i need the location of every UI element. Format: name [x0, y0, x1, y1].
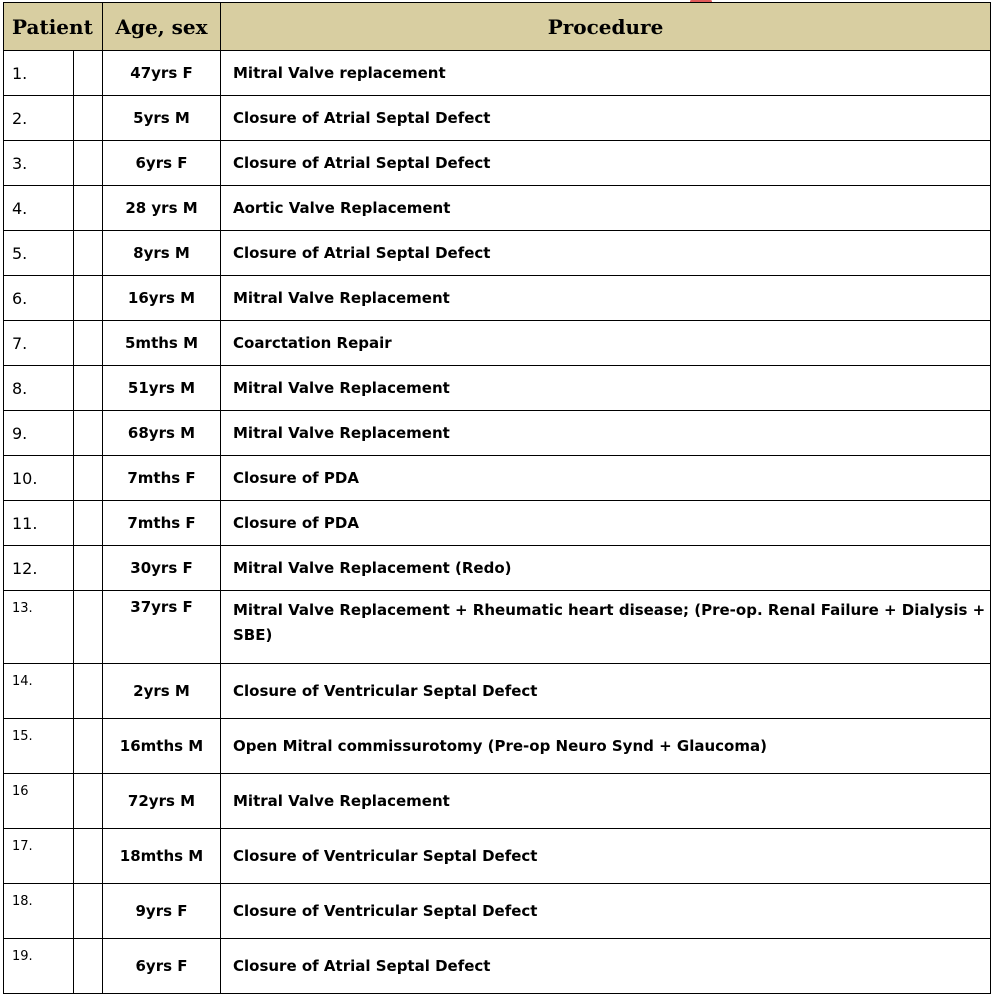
age-sex-cell: 28 yrs M	[103, 186, 221, 231]
table-row	[4, 141, 991, 186]
procedure-cell: Closure of Ventricular Septal Defect	[221, 829, 991, 884]
patient-blank-cell	[74, 501, 103, 546]
patient-number-cell: 10.	[4, 456, 74, 501]
patient-number-cell: 13.	[4, 591, 74, 664]
table-row	[4, 664, 991, 719]
age-sex-cell: 18mths M	[103, 829, 221, 884]
header-patient: Patient	[4, 3, 103, 51]
patient-blank-cell	[74, 276, 103, 321]
patient-blank-cell	[74, 186, 103, 231]
patient-blank-cell	[74, 774, 103, 829]
patient-number-cell: 5.	[4, 231, 74, 276]
table-row	[4, 829, 991, 884]
patient-blank-cell	[74, 456, 103, 501]
age-sex-cell: 7mths F	[103, 501, 221, 546]
patient-blank-cell	[74, 411, 103, 456]
table-row	[4, 231, 991, 276]
procedure-cell: Closure of Atrial Septal Defect	[221, 141, 991, 186]
patient-number-cell: 4.	[4, 186, 74, 231]
procedure-cell: Mitral Valve Replacement	[221, 366, 991, 411]
patient-blank-cell	[74, 51, 103, 96]
procedure-cell: Aortic Valve Replacement	[221, 186, 991, 231]
patient-number-cell: 19.	[4, 939, 74, 994]
patient-blank-cell	[74, 719, 103, 774]
patient-number-cell: 15.	[4, 719, 74, 774]
table-body	[4, 51, 991, 994]
patient-blank-cell	[74, 884, 103, 939]
patient-blank-cell	[74, 829, 103, 884]
age-sex-cell: 68yrs M	[103, 411, 221, 456]
patient-number-cell: 7.	[4, 321, 74, 366]
age-sex-cell: 16mths M	[103, 719, 221, 774]
procedure-cell: Closure of Atrial Septal Defect	[221, 96, 991, 141]
table-row	[4, 501, 991, 546]
age-sex-cell: 2yrs M	[103, 664, 221, 719]
age-sex-cell: 8yrs M	[103, 231, 221, 276]
age-sex-cell: 7mths F	[103, 456, 221, 501]
age-sex-cell: 16yrs M	[103, 276, 221, 321]
table-header	[4, 3, 991, 51]
table-row	[4, 276, 991, 321]
procedure-cell: Coarctation Repair	[221, 321, 991, 366]
patient-number-cell: 16	[4, 774, 74, 829]
patient-number-cell: 11.	[4, 501, 74, 546]
patient-number-cell: 2.	[4, 96, 74, 141]
procedure-cell: Closure of Ventricular Septal Defect	[221, 664, 991, 719]
age-sex-cell: 6yrs F	[103, 939, 221, 994]
table-row	[4, 321, 991, 366]
table-row	[4, 96, 991, 141]
procedure-cell: Mitral Valve Replacement	[221, 276, 991, 321]
patient-number-cell: 6.	[4, 276, 74, 321]
age-sex-cell: 5mths M	[103, 321, 221, 366]
table-row	[4, 456, 991, 501]
patient-number-cell: 12.	[4, 546, 74, 591]
procedure-cell: Closure of PDA	[221, 501, 991, 546]
header-procedure: Procedure	[221, 3, 991, 51]
procedure-cell: Closure of Ventricular Septal Defect	[221, 884, 991, 939]
header-age-sex: Age, sex	[103, 3, 221, 51]
patient-number-cell: 14.	[4, 664, 74, 719]
procedure-cell: Mitral Valve Replacement	[221, 774, 991, 829]
procedure-cell: Mitral Valve Replacement	[221, 411, 991, 456]
patient-blank-cell	[74, 321, 103, 366]
age-sex-cell: 47yrs F	[103, 51, 221, 96]
patient-blank-cell	[74, 231, 103, 276]
patient-blank-cell	[74, 366, 103, 411]
age-sex-cell: 37yrs F	[103, 591, 221, 664]
age-sex-cell: 5yrs M	[103, 96, 221, 141]
patient-number-cell: 18.	[4, 884, 74, 939]
procedure-cell: Mitral Valve Replacement + Rheumatic heart disease; (Pre-op. Renal Failure + Dialysis + SBE)	[221, 591, 991, 664]
table-row	[4, 884, 991, 939]
patient-number-cell: 9.	[4, 411, 74, 456]
table-container	[3, 2, 990, 994]
procedure-cell: Mitral Valve Replacement (Redo)	[221, 546, 991, 591]
table-row	[4, 411, 991, 456]
procedure-cell: Open Mitral commissurotomy (Pre-op Neuro Synd + Glaucoma)	[221, 719, 991, 774]
patient-blank-cell	[74, 141, 103, 186]
patient-blank-cell	[74, 664, 103, 719]
procedures-table	[3, 2, 991, 994]
table-row	[4, 186, 991, 231]
procedure-cell: Closure of Atrial Septal Defect	[221, 939, 991, 994]
table-row	[4, 719, 991, 774]
procedure-cell: Closure of Atrial Septal Defect	[221, 231, 991, 276]
procedure-cell: Mitral Valve replacement	[221, 51, 991, 96]
age-sex-cell: 9yrs F	[103, 884, 221, 939]
patient-blank-cell	[74, 96, 103, 141]
patient-blank-cell	[74, 939, 103, 994]
patient-number-cell: 3.	[4, 141, 74, 186]
age-sex-cell: 51yrs M	[103, 366, 221, 411]
header-row	[4, 3, 991, 51]
table-row	[4, 774, 991, 829]
table-row	[4, 546, 991, 591]
procedure-cell: Closure of PDA	[221, 456, 991, 501]
table-row	[4, 366, 991, 411]
age-sex-cell: 30yrs F	[103, 546, 221, 591]
table-row	[4, 591, 991, 664]
table-row	[4, 939, 991, 994]
table-row	[4, 51, 991, 96]
patient-number-cell: 8.	[4, 366, 74, 411]
age-sex-cell: 6yrs F	[103, 141, 221, 186]
age-sex-cell: 72yrs M	[103, 774, 221, 829]
patient-blank-cell	[74, 591, 103, 664]
patient-number-cell: 1.	[4, 51, 74, 96]
patient-number-cell: 17.	[4, 829, 74, 884]
patient-blank-cell	[74, 546, 103, 591]
